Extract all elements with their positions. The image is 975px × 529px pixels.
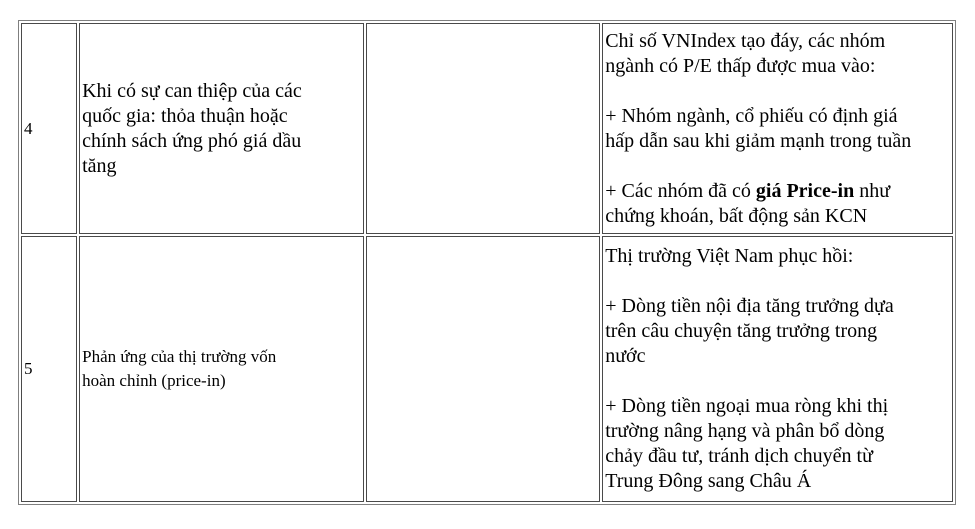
blank-line: [605, 154, 950, 179]
impact-text: + Các nhóm đã có: [605, 179, 756, 202]
impact-line-mixed: [605, 179, 950, 204]
condition-line: hoàn chỉnh (price-in): [82, 371, 226, 390]
impact-line: nước: [605, 345, 646, 367]
impact-line: trên câu chuyện tăng trưởng trong: [605, 320, 878, 342]
impact-line: Trung Đông sang Châu Á: [605, 470, 812, 492]
row-number-cell: 4: [21, 23, 77, 234]
blank-line: [605, 369, 950, 394]
condition-line: Phản ứng của thị trường vốn: [82, 347, 277, 366]
condition-cell: [79, 236, 364, 502]
condition-line: quốc gia: thỏa thuận hoặc: [82, 104, 288, 127]
impact-line: chứng khoán, bất động sản KCN: [605, 204, 868, 227]
scenario-table: [18, 20, 956, 505]
impact-cell: [602, 236, 953, 502]
impact-line: chảy đầu tư, tránh dịch chuyển từ: [605, 445, 873, 467]
empty-cell: [366, 236, 601, 502]
condition-line: chính sách ứng phó giá dầu: [82, 129, 302, 152]
blank-line: [605, 269, 950, 294]
table-row: [21, 23, 953, 234]
impact-line: + Nhóm ngành, cổ phiếu có định giá: [605, 104, 898, 127]
impact-cell: [602, 23, 953, 234]
impact-line: ngành có P/E thấp được mua vào:: [605, 54, 876, 77]
impact-line: + Dòng tiền nội địa tăng trưởng dựa: [605, 295, 894, 317]
condition-line: tăng: [82, 154, 117, 177]
condition-line: Khi có sự can thiệp của các: [82, 79, 302, 102]
empty-cell: [366, 23, 601, 234]
impact-line: trường nâng hạng và phân bổ dòng: [605, 420, 885, 442]
impact-line: hấp dẫn sau khi giảm mạnh trong tuần: [605, 129, 912, 152]
impact-bold-text: giá Price-in: [755, 179, 855, 202]
row-number-cell: 5: [21, 236, 77, 502]
impact-line: + Dòng tiền ngoại mua ròng khi thị: [605, 395, 889, 417]
condition-cell: [79, 23, 364, 234]
table-row: [21, 236, 953, 502]
impact-line: Thị trường Việt Nam phục hồi:: [605, 245, 854, 267]
blank-line: [605, 79, 950, 104]
impact-line: Chỉ số VNIndex tạo đáy, các nhóm: [605, 29, 886, 52]
impact-text: như: [854, 179, 891, 202]
